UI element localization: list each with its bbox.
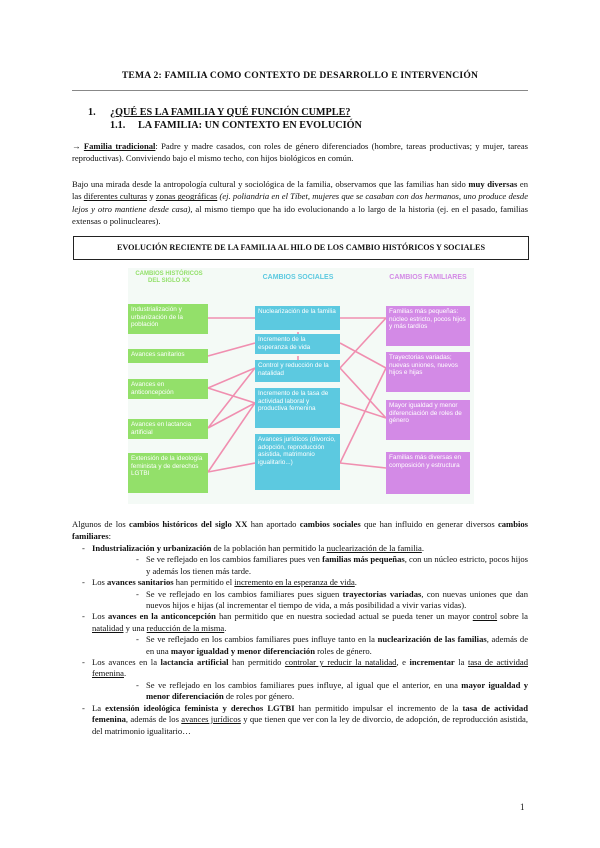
list-item: - Los avances sanitarios han permitido el incremento en la esperanza de vida. (82, 577, 357, 588)
list-subitem: - Se ve reflejado en los cambios familiares pues siguen trayectorias variadas, con nuevas uniones que dan nuevos hijos e hijas (al incrementar el tiempo de vida, a más posibilidad a vivir varias vidas). (136, 588, 528, 611)
list-subitem: - Se ve reflejado en los cambios familiares pues influye, al igual que el anterior, en una mayor igualdad y menor diferenciación de roles por género. (136, 679, 528, 702)
social-node: Nuclearización de la familia (255, 306, 340, 330)
arrow-icon: → (72, 141, 81, 151)
title-divider (72, 90, 528, 91)
social-node: Incremento de la esperanza de vida (255, 334, 340, 354)
historic-node: Avances sanitarios (128, 349, 208, 363)
social-node: Control y reducción de la natalidad (255, 360, 340, 382)
social-node: Incremento de la tasa de actividad laboral y productiva femenina (255, 388, 340, 428)
list-subitem: - Se ve reflejado en los cambios familiares pues ven familias más pequeñas, con un núcleo estricto, pocos hijos y además los tienen más tarde. (136, 554, 529, 576)
list-item: - Los avances en la lactancia artificial han permitido controlar y reducir la natalidad, e incrementar la tasa de actividad femenina. (82, 657, 529, 679)
subsection-title: LA FAMILIA: UN CONTEXTO EN EVOLUCIÓN (138, 120, 362, 131)
family-node: Familias más diversas en composición y estructura (386, 452, 470, 494)
subsection-number: 1.1. (110, 120, 126, 131)
list-item: - Los avances en la anticoncepción han permitido que en nuestra sociedad actual se pueda tener un mayor control sobre la natalidad y una reducción de la misma. (82, 611, 528, 633)
header-family: CAMBIOS FAMILIARES (389, 274, 467, 281)
historic-node: Industrialización y urbanización de la población (128, 304, 208, 334)
evolution-diagram (128, 268, 474, 504)
section-number: 1. (88, 107, 96, 118)
historic-node: Extensión de la ideología feminista y de derechos LGTBI (128, 453, 208, 493)
header-social: CAMBIOS SOCIALES (262, 274, 334, 281)
list-item: - La extensión ideológica feminista y derechos LGTBI han permitido impulsar el incremento de la tasa de actividad femenina, además de los avances jurídicos y que tienen que ver con la ley de divorcio, de adopción, de reproducción asistida, del matrimonio igualitario… (82, 702, 529, 736)
historic-node: Avances en lactancia artificial (128, 419, 208, 439)
social-node: Avances jurídicos (divorcio, adopción, reproducción asistida, matrimonio igualitario...) (255, 434, 340, 490)
list-item: - Industrialización y urbanización de la población han permitido la nuclearización de la familia. (82, 543, 424, 553)
paragraph-changes-intro: Algunos de los cambios históricos del siglo XX han aportado cambios sociales que han influido en generar diversos cambios familiares: (72, 519, 529, 542)
family-node: Mayor igualdad y menor diferenciación de roles de género (386, 400, 470, 440)
term-traditional-family: Familia tradicional (83, 141, 156, 151)
paragraph-anthropology: Bajo una mirada desde la antropología cultural y sociológica de la familia, observamos que las familias han sido muy diversas en las diferentes culturas y zonas geográficas (ej. poliandria en el Tíbet, mujeres que se casaban con dos hermanos, uno produce desde lejos y otro mantiene desde casa), al mismo tiempo que ha ido evolucionando a lo largo de la historia (ej. en el pasado, familias extensas o polinucleares). (72, 179, 529, 227)
historic-node: Avances en anticoncepción (128, 379, 208, 399)
header-historic: CAMBIOS HISTÓRICOS DEL SIGLO XX (135, 271, 203, 284)
diagram-title-box: EVOLUCIÓN RECIENTE DE LA FAMILIA AL HILO DE LOS CAMBIO HISTÓRICOS Y SOCIALES (73, 236, 529, 260)
page-number: 1 (520, 802, 525, 812)
list-subitem: - Se ve reflejado en los cambios familiares pues influye tanto en la nuclearización de las familias, además de en una mayor igualdad y menor diferenciación roles de género. (136, 634, 529, 656)
changes-list (72, 543, 528, 737)
document-title: TEMA 2: FAMILIA COMO CONTEXTO DE DESARROLLO E INTERVENCIÓN (121, 70, 479, 81)
subsection-heading-1-1 (110, 120, 362, 131)
family-node: Trayectorias variadas; nuevas uniones, nuevos hijos e hijas (386, 352, 470, 392)
section-title: ¿QUÉ ES LA FAMILIA Y QUÉ FUNCIÓN CUMPLE? (110, 107, 351, 118)
family-node: Familias más pequeñas: núcleo estricto, pocos hijos y más tardíos (386, 306, 470, 346)
paragraph-traditional-family: → Familia tradicional: Padre y madre casados, con roles de género diferenciados (hombre, tareas productivas; y mujer, tareas reproductivas). Conviviendo bajo el mismo techo, con hijos biológicos en común. (72, 141, 528, 164)
section-heading-1 (88, 107, 350, 118)
